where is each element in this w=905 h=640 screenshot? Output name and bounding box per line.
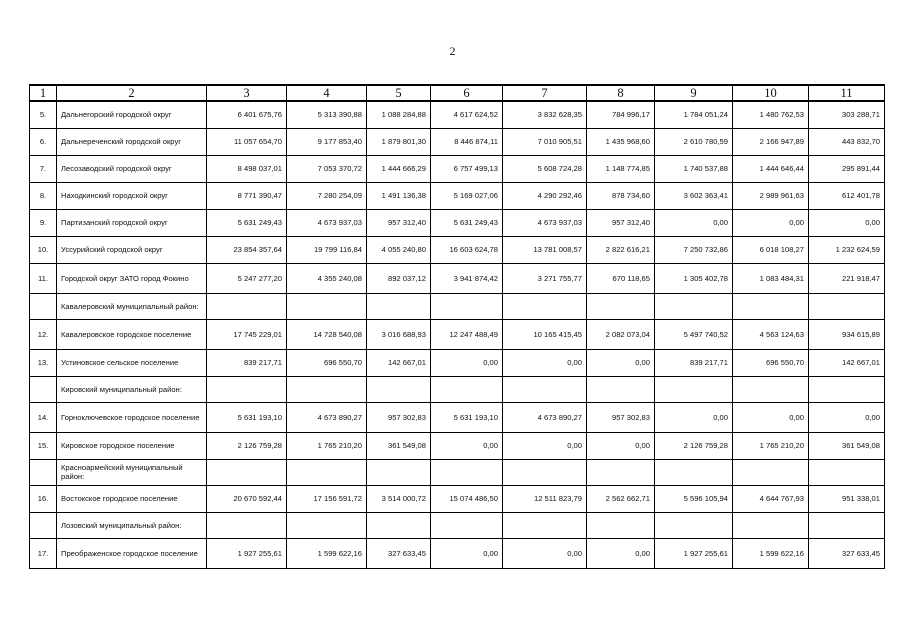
row-number: 12. (30, 320, 57, 350)
amount-cell: 2 126 759,28 (655, 433, 733, 460)
empty-cell (431, 513, 503, 539)
amount-cell: 1 879 801,30 (367, 129, 431, 156)
amount-cell: 2 562 662,71 (587, 486, 655, 513)
amount-cell: 839 217,71 (207, 350, 287, 377)
empty-cell (367, 513, 431, 539)
amount-cell: 3 016 688,93 (367, 320, 431, 350)
amount-cell: 1 148 774,85 (587, 156, 655, 183)
amount-cell: 6 757 499,13 (431, 156, 503, 183)
empty-cell (367, 294, 431, 320)
table-row (30, 183, 885, 210)
table-row (30, 433, 885, 460)
amount-cell: 957 312,40 (367, 210, 431, 237)
row-number: 10. (30, 237, 57, 264)
amount-cell: 327 633,45 (367, 539, 431, 569)
amount-cell: 7 053 370,72 (287, 156, 367, 183)
empty-cell (733, 460, 809, 486)
row-number: 5. (30, 101, 57, 129)
column-header: 1 (30, 85, 57, 101)
amount-cell: 0,00 (503, 539, 587, 569)
amount-cell: 1 444 666,29 (367, 156, 431, 183)
amount-cell: 12 247 488,49 (431, 320, 503, 350)
district-name: Красноармейский муниципальный район: (57, 460, 207, 486)
amount-cell: 1 435 968,60 (587, 129, 655, 156)
amount-cell: 5 169 027,06 (431, 183, 503, 210)
empty-cell (287, 294, 367, 320)
amount-cell: 17 745 229,01 (207, 320, 287, 350)
district-name: Кировский муниципальный район: (57, 377, 207, 403)
amount-cell: 1 927 255,61 (207, 539, 287, 569)
amount-cell: 951 338,01 (809, 486, 885, 513)
amount-cell: 878 734,60 (587, 183, 655, 210)
table-row (30, 264, 885, 294)
amount-cell: 4 355 240,08 (287, 264, 367, 294)
amount-cell: 3 832 628,35 (503, 101, 587, 129)
amount-cell: 8 771 390,47 (207, 183, 287, 210)
empty-cell (503, 513, 587, 539)
amount-cell: 4 617 624,52 (431, 101, 503, 129)
empty-cell (503, 294, 587, 320)
municipality-name: Горноключевское городское поселение (57, 403, 207, 433)
row-number: 8. (30, 183, 57, 210)
empty-cell (367, 377, 431, 403)
amount-cell: 1 599 622,16 (733, 539, 809, 569)
amount-cell: 4 563 124,63 (733, 320, 809, 350)
amount-cell: 8 498 037,01 (207, 156, 287, 183)
amount-cell: 1 083 484,31 (733, 264, 809, 294)
empty-cell (431, 377, 503, 403)
amount-cell: 0,00 (809, 403, 885, 433)
row-number (30, 294, 57, 320)
empty-cell (207, 294, 287, 320)
amount-cell: 0,00 (655, 210, 733, 237)
amount-cell: 5 247 277,20 (207, 264, 287, 294)
amount-cell: 8 446 874,11 (431, 129, 503, 156)
empty-cell (809, 460, 885, 486)
table-row (30, 350, 885, 377)
amount-cell: 2 082 073,04 (587, 320, 655, 350)
amount-cell: 327 633,45 (809, 539, 885, 569)
column-header: 4 (287, 85, 367, 101)
amount-cell: 4 673 890,27 (503, 403, 587, 433)
amount-cell: 892 037,12 (367, 264, 431, 294)
column-number-row (30, 85, 885, 101)
amount-cell: 4 673 937,03 (503, 210, 587, 237)
amount-cell: 3 514 000,72 (367, 486, 431, 513)
empty-cell (809, 513, 885, 539)
amount-cell: 3 271 755,77 (503, 264, 587, 294)
row-number: 14. (30, 403, 57, 433)
empty-cell (733, 377, 809, 403)
municipality-name: Кавалеровское городское поселение (57, 320, 207, 350)
district-name: Лозовский муниципальный район: (57, 513, 207, 539)
row-number (30, 460, 57, 486)
amount-cell: 2 610 780,59 (655, 129, 733, 156)
empty-cell (809, 294, 885, 320)
amount-cell: 1 927 255,61 (655, 539, 733, 569)
empty-cell (503, 377, 587, 403)
table-row (30, 129, 885, 156)
amount-cell: 303 288,71 (809, 101, 885, 129)
amount-cell: 4 673 937,03 (287, 210, 367, 237)
empty-cell (287, 377, 367, 403)
amount-cell: 15 074 486,50 (431, 486, 503, 513)
amount-cell: 1 232 624,59 (809, 237, 885, 264)
amount-cell: 14 728 540,08 (287, 320, 367, 350)
amount-cell: 13 781 008,57 (503, 237, 587, 264)
amount-cell: 0,00 (431, 433, 503, 460)
row-number: 17. (30, 539, 57, 569)
amount-cell: 0,00 (431, 539, 503, 569)
amount-cell: 0,00 (431, 350, 503, 377)
municipality-name: Кировское городское поселение (57, 433, 207, 460)
amount-cell: 12 511 823,79 (503, 486, 587, 513)
amount-cell: 3 602 363,41 (655, 183, 733, 210)
table-row (30, 156, 885, 183)
group-header-row (30, 513, 885, 539)
empty-cell (655, 513, 733, 539)
empty-cell (503, 460, 587, 486)
municipality-name: Уссурийский городской округ (57, 237, 207, 264)
group-header-row (30, 294, 885, 320)
district-name: Кавалеровский муниципальный район: (57, 294, 207, 320)
empty-cell (431, 294, 503, 320)
column-header: 7 (503, 85, 587, 101)
amount-cell: 443 832,70 (809, 129, 885, 156)
amount-cell: 934 615,89 (809, 320, 885, 350)
amount-cell: 295 891,44 (809, 156, 885, 183)
row-number (30, 377, 57, 403)
row-number: 13. (30, 350, 57, 377)
amount-cell: 5 313 390,88 (287, 101, 367, 129)
amount-cell: 1 765 210,20 (287, 433, 367, 460)
table-row (30, 486, 885, 513)
group-header-row (30, 460, 885, 486)
row-number: 7. (30, 156, 57, 183)
amount-cell: 19 799 116,84 (287, 237, 367, 264)
amount-cell: 0,00 (809, 210, 885, 237)
amount-cell: 5 608 724,28 (503, 156, 587, 183)
table-row (30, 403, 885, 433)
empty-cell (207, 513, 287, 539)
amount-cell: 7 010 905,51 (503, 129, 587, 156)
empty-cell (655, 294, 733, 320)
municipality-name: Дальнегорский городской округ (57, 101, 207, 129)
amount-cell: 17 156 591,72 (287, 486, 367, 513)
empty-cell (431, 460, 503, 486)
table-row (30, 210, 885, 237)
amount-cell: 957 302,83 (367, 403, 431, 433)
empty-cell (655, 460, 733, 486)
amount-cell: 20 670 592,44 (207, 486, 287, 513)
amount-cell: 5 631 249,43 (207, 210, 287, 237)
table-body (30, 101, 885, 569)
amount-cell: 0,00 (503, 433, 587, 460)
municipality-name: Устиновское сельское поселение (57, 350, 207, 377)
empty-cell (367, 460, 431, 486)
amount-cell: 7 250 732,86 (655, 237, 733, 264)
amount-cell: 957 302,83 (587, 403, 655, 433)
amount-cell: 1 491 136,38 (367, 183, 431, 210)
amount-cell: 11 057 654,70 (207, 129, 287, 156)
amount-cell: 6 401 675,76 (207, 101, 287, 129)
column-header: 8 (587, 85, 655, 101)
amount-cell: 957 312,40 (587, 210, 655, 237)
municipality-name: Городской округ ЗАТО город Фокино (57, 264, 207, 294)
column-header: 10 (733, 85, 809, 101)
row-number: 16. (30, 486, 57, 513)
amount-cell: 0,00 (587, 539, 655, 569)
column-header: 2 (57, 85, 207, 101)
amount-cell: 1 765 210,20 (733, 433, 809, 460)
amount-cell: 4 673 890,27 (287, 403, 367, 433)
empty-cell (655, 377, 733, 403)
amount-cell: 10 165 415,45 (503, 320, 587, 350)
amount-cell: 696 550,70 (287, 350, 367, 377)
empty-cell (809, 377, 885, 403)
amount-cell: 0,00 (503, 350, 587, 377)
page-number: 2 (449, 44, 456, 58)
amount-cell: 1 784 051,24 (655, 101, 733, 129)
amount-cell: 7 280 254,09 (287, 183, 367, 210)
table-row (30, 320, 885, 350)
amount-cell: 361 549,08 (809, 433, 885, 460)
amount-cell: 5 596 105,94 (655, 486, 733, 513)
amount-cell: 5 497 740,52 (655, 320, 733, 350)
group-header-row (30, 377, 885, 403)
amount-cell: 4 290 292,46 (503, 183, 587, 210)
amount-cell: 6 018 108,27 (733, 237, 809, 264)
amount-cell: 1 480 762,53 (733, 101, 809, 129)
amount-cell: 0,00 (733, 403, 809, 433)
amount-cell: 0,00 (587, 350, 655, 377)
amount-cell: 0,00 (655, 403, 733, 433)
amount-cell: 1 088 284,88 (367, 101, 431, 129)
row-number: 9. (30, 210, 57, 237)
municipality-name: Дальнереченский городской округ (57, 129, 207, 156)
amount-cell: 612 401,78 (809, 183, 885, 210)
column-header: 6 (431, 85, 503, 101)
amount-cell: 142 667,01 (809, 350, 885, 377)
row-number (30, 513, 57, 539)
amount-cell: 221 918,47 (809, 264, 885, 294)
budget-table (29, 84, 885, 569)
row-number: 15. (30, 433, 57, 460)
amount-cell: 5 631 193,10 (207, 403, 287, 433)
column-header: 11 (809, 85, 885, 101)
empty-cell (587, 377, 655, 403)
column-header: 3 (207, 85, 287, 101)
empty-cell (587, 460, 655, 486)
amount-cell: 0,00 (587, 433, 655, 460)
amount-cell: 23 854 357,64 (207, 237, 287, 264)
amount-cell: 4 055 240,80 (367, 237, 431, 264)
amount-cell: 4 644 767,93 (733, 486, 809, 513)
amount-cell: 0,00 (733, 210, 809, 237)
row-number: 11. (30, 264, 57, 294)
amount-cell: 361 549,08 (367, 433, 431, 460)
amount-cell: 670 118,65 (587, 264, 655, 294)
empty-cell (287, 460, 367, 486)
amount-cell: 2 126 759,28 (207, 433, 287, 460)
empty-cell (207, 377, 287, 403)
amount-cell: 2 166 947,89 (733, 129, 809, 156)
municipality-name: Партизанский городской округ (57, 210, 207, 237)
municipality-name: Преображенское городское поселение (57, 539, 207, 569)
amount-cell: 3 941 874,42 (431, 264, 503, 294)
empty-cell (733, 513, 809, 539)
empty-cell (587, 294, 655, 320)
amount-cell: 9 177 853,40 (287, 129, 367, 156)
amount-cell: 16 603 624,78 (431, 237, 503, 264)
table-row (30, 237, 885, 264)
municipality-name: Находкинский городской округ (57, 183, 207, 210)
empty-cell (287, 513, 367, 539)
municipality-name: Востокское городское поселение (57, 486, 207, 513)
amount-cell: 696 550,70 (733, 350, 809, 377)
column-header: 5 (367, 85, 431, 101)
amount-cell: 2 989 961,63 (733, 183, 809, 210)
amount-cell: 1 305 402,78 (655, 264, 733, 294)
amount-cell: 784 996,17 (587, 101, 655, 129)
table-row (30, 539, 885, 569)
empty-cell (733, 294, 809, 320)
row-number: 6. (30, 129, 57, 156)
amount-cell: 142 667,01 (367, 350, 431, 377)
table-row (30, 101, 885, 129)
empty-cell (587, 513, 655, 539)
amount-cell: 1 599 622,16 (287, 539, 367, 569)
amount-cell: 2 822 616,21 (587, 237, 655, 264)
empty-cell (207, 460, 287, 486)
amount-cell: 5 631 193,10 (431, 403, 503, 433)
amount-cell: 1 740 537,88 (655, 156, 733, 183)
municipality-name: Лесозаводский городской округ (57, 156, 207, 183)
amount-cell: 5 631 249,43 (431, 210, 503, 237)
column-header: 9 (655, 85, 733, 101)
amount-cell: 839 217,71 (655, 350, 733, 377)
amount-cell: 1 444 646,44 (733, 156, 809, 183)
